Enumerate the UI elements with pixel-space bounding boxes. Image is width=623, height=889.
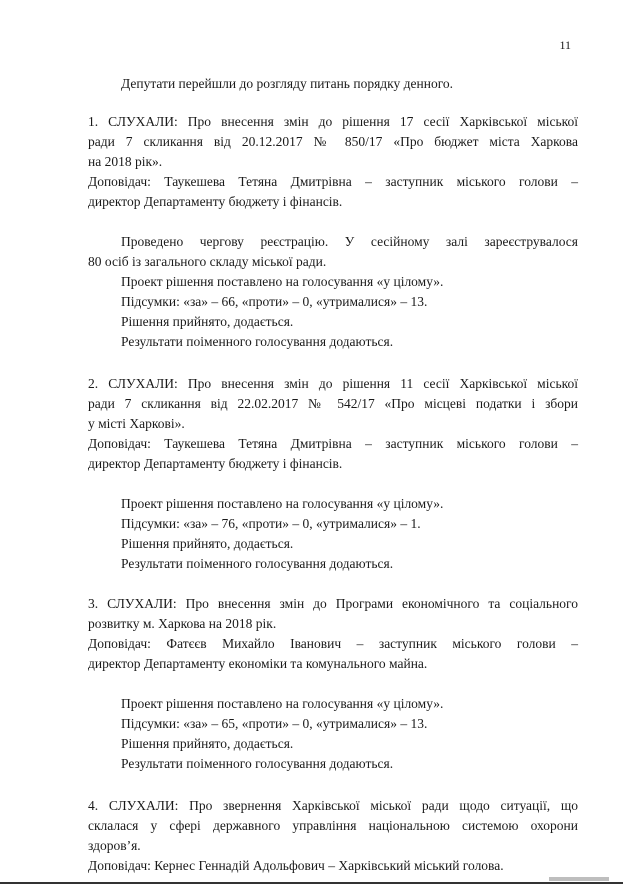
item2-speaker-line2: директор Департаменту бюджету і фінансів.	[88, 456, 343, 471]
item3-result: Підсумки: «за» – 65, «проти» – 0, «утрималися» – 13.	[121, 716, 428, 731]
item2-decision: Рішення прийнято, додається.	[121, 536, 294, 551]
item2-heading-line2: ради 7 скликання від 22.02.2017 № 542/17 «Про місцеві податки і збори	[88, 396, 578, 411]
intro-text: Депутати перейшли до розгляду питань порядку денного.	[121, 76, 454, 91]
item4-heading-line2: склалася у сфері державного управління національною системою охорони	[88, 818, 578, 833]
item3-heading-line2: розвитку м. Харкова на 2018 рік.	[88, 616, 277, 631]
item2-heading-line3: у місті Харкові».	[88, 416, 185, 431]
item2-vote: Проект рішення поставлено на голосування «у цілому».	[121, 496, 444, 511]
item4-heading-line1: 4. СЛУХАЛИ: Про звернення Харківської міської ради щодо ситуації, що	[88, 798, 578, 813]
item4-heading-line3: здоров’я.	[88, 838, 141, 853]
item3-speaker-line2: директор Департаменту економіки та комунального майна.	[88, 656, 428, 671]
item3-decision: Рішення прийнято, додається.	[121, 736, 294, 751]
item1-speaker-line2: директор Департаменту бюджету і фінансів.	[88, 194, 343, 209]
item2-result: Підсумки: «за» – 76, «проти» – 0, «утрималися» – 1.	[121, 516, 421, 531]
page-number: 11	[559, 38, 571, 52]
item1-heading-line3: на 2018 рік».	[88, 154, 163, 169]
item3-speaker-line1: Доповідач: Фатєєв Михайло Іванович – заступник міського голови –	[88, 636, 578, 651]
item1-heading-line1: 1. СЛУХАЛИ: Про внесення змін до рішення 17 сесії Харківської міської	[88, 114, 578, 129]
item1-heading-line2: ради 7 скликання від 20.12.2017 № 850/17 «Про бюджет міста Харкова	[88, 134, 578, 149]
item3-heading-line1: 3. СЛУХАЛИ: Про внесення змін до Програми економічного та соціального	[88, 596, 578, 611]
item2-roll-call: Результати поіменного голосування додаються.	[121, 556, 394, 571]
item1-vote: Проект рішення поставлено на голосування «у цілому».	[121, 274, 444, 289]
page-bottom-edge	[0, 882, 623, 884]
item2-speaker-line1: Доповідач: Таукешева Тетяна Дмитрівна – заступник міського голови –	[88, 436, 578, 451]
item1-speaker-line1: Доповідач: Таукешева Тетяна Дмитрівна – заступник міського голови –	[88, 174, 578, 189]
item1-decision: Рішення прийнято, додається.	[121, 314, 294, 329]
item1-registration-line1: Проведено чергову реєстрацію. У сесійному залі зареєструвалося	[121, 234, 578, 249]
item3-vote: Проект рішення поставлено на голосування «у цілому».	[121, 696, 444, 711]
item4-speaker: Доповідач: Кернес Геннадій Адольфович – Харківський міський голова.	[88, 858, 504, 873]
item3-roll-call: Результати поіменного голосування додаються.	[121, 756, 394, 771]
item1-registration-line2: 80 осіб із загального складу міської ради.	[88, 254, 327, 269]
item1-result: Підсумки: «за» – 66, «проти» – 0, «утрималися» – 13.	[121, 294, 428, 309]
scan-artifact	[549, 877, 609, 881]
item2-heading-line1: 2. СЛУХАЛИ: Про внесення змін до рішення 11 сесії Харківської міської	[88, 376, 578, 391]
item1-roll-call: Результати поіменного голосування додаються.	[121, 334, 394, 349]
